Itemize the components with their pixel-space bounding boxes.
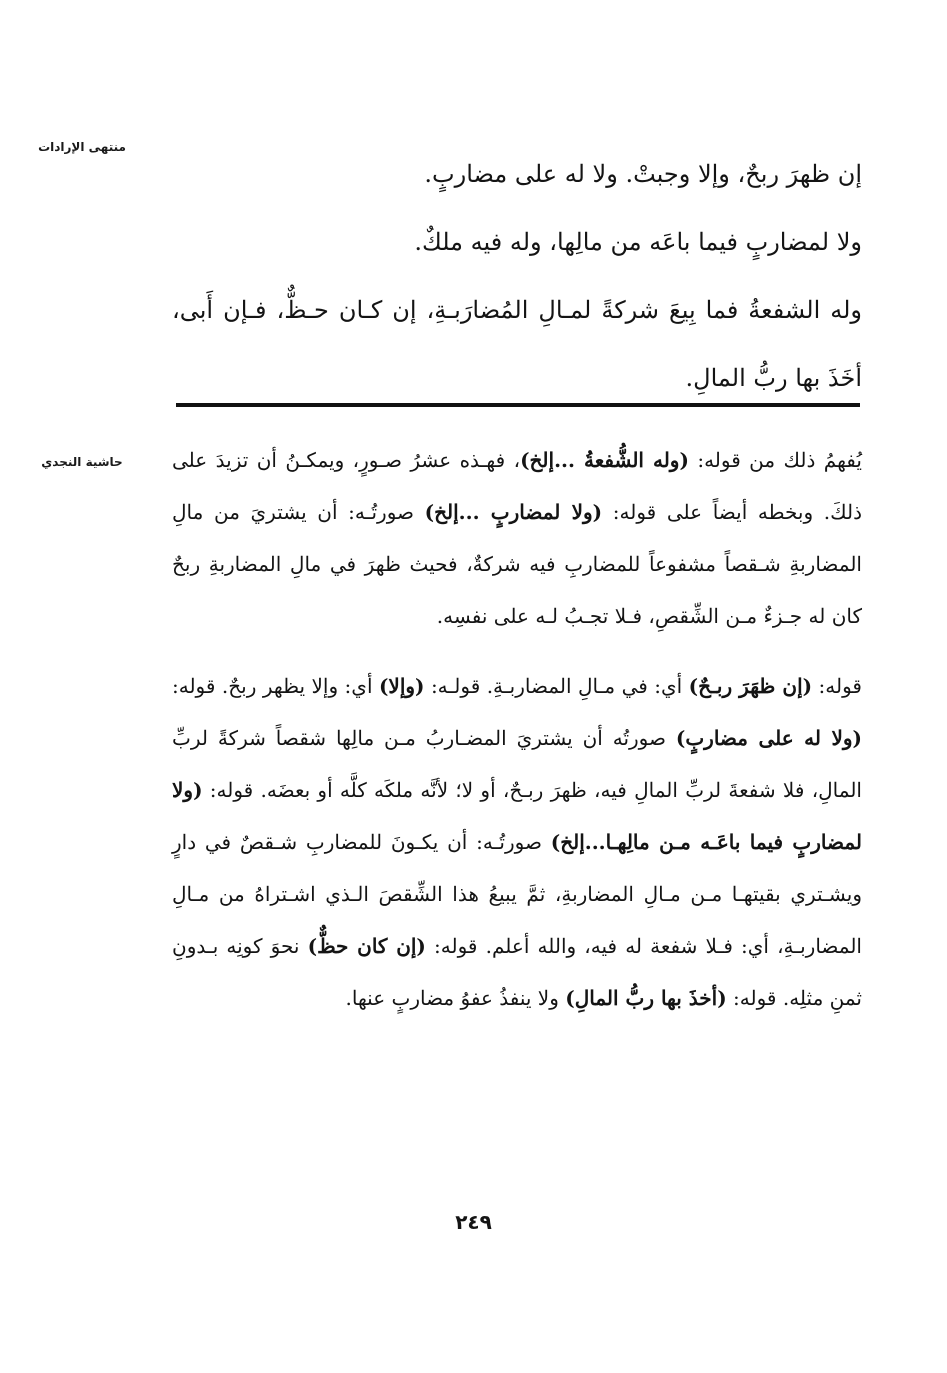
main-text-line-1: إن ظهرَ ربحٌ، وإلا وجبتْ. ولا له على مضاربٍ. <box>424 160 862 188</box>
main-text <box>172 140 862 412</box>
main-text-line-2: ولا لمضاربٍ فيما باعَه من مالِها، وله فيه ملكٌ. <box>414 228 862 256</box>
commentary-segment: ، فهـذه عشرُ صـورٍ، ويمكـنُ أن تزيدَ على ذلكَ. وبخطه أيضاً على قوله: <box>172 448 862 524</box>
commentary-segment: نحوَ كونِه بـدونِ ثمنِ مثلِه. قوله: <box>172 934 862 1010</box>
commentary-segment: قوله: <box>812 674 862 698</box>
commentary-segment: صورتُـه: أن يشتريَ من مالِ المضاربةِ شـقصاً مشفوعاً للمضاربِ فيه شركةٌ، فحيث ظهرَ في مالِ المضاربةِ ربحٌ كان له جـزءٌ مـن الشِّقصِ، فـلا تجـبُ لـه على نفسِه. <box>172 500 862 628</box>
commentary-segment: صورتُـه: أن يكـونَ للمضاربِ شـقصٌ في دارٍ ويشـتري بقيتهـا مـن مـالِ المضاربةِ، ثمَّ يبيعُ هذا الشِّقصَ الـذي اشـتراهُ من مـالِ المضاربـةِ، أي: فـلا شفعة له فيه، والله أعلم. قوله: <box>172 830 862 958</box>
commentary-segment: أي: وإلا يظهر ربحٌ. قوله: <box>172 674 379 698</box>
quoted-phrase: (وإلا) <box>378 674 425 698</box>
commentary-text <box>172 434 862 1024</box>
commentary-segment: ولا ينفذُ عفوُ مضاربٍ عنها. <box>345 986 566 1010</box>
quoted-phrase: (ولا لمضاربٍ فيما باعَـه مـن مالِهـا...إلخ) <box>172 778 862 854</box>
page-number: ٢٤٩ <box>455 1210 492 1234</box>
side-label-book-title: منتهى الإرادات <box>38 140 126 154</box>
commentary-paragraph-1 <box>172 434 862 642</box>
quoted-phrase: (إن ظهَرَ ربـحٌ) <box>688 674 813 698</box>
quoted-phrase: (وله الشُّفعةُ ...إلخ) <box>520 448 689 472</box>
quoted-phrase: (إن كان حظٌّ) <box>307 934 426 958</box>
section-divider <box>176 403 860 407</box>
main-text-line-3: وله الشفعةُ فما بِيعَ شركةً لمـالِ المُضارَبـةِ، إن كـان حـظٌّ، فـإن أَبى، أخَذَ بها ربُّ المالِ. <box>172 296 862 392</box>
commentary-segment: صورتُه أن يشتريَ المضـاربُ مـن مالِها شقصاً شركةً لربِّ المالِ، فلا شفعةَ لربِّ المالِ فيه، ظهرَ ربـحٌ، أو لا؛ لأنَّه ملكَه كلَّه أو بعضَه. قوله: <box>172 726 862 802</box>
commentary-paragraph-2 <box>172 660 862 1024</box>
quoted-phrase: (أخذَ بها ربُّ المالِ) <box>565 986 727 1010</box>
quoted-phrase: (ولا لمضاربٍ ...إلخ) <box>424 500 603 524</box>
commentary-segment: يُفهمُ ذلك من قوله: <box>688 448 862 472</box>
commentary-segment: أي: في مـالِ المضاربـةِ. قولـه: <box>424 674 689 698</box>
quoted-phrase: (ولا له على مضاربٍ) <box>675 726 862 750</box>
side-label-commentary-title: حاشية النجدي <box>41 455 123 469</box>
